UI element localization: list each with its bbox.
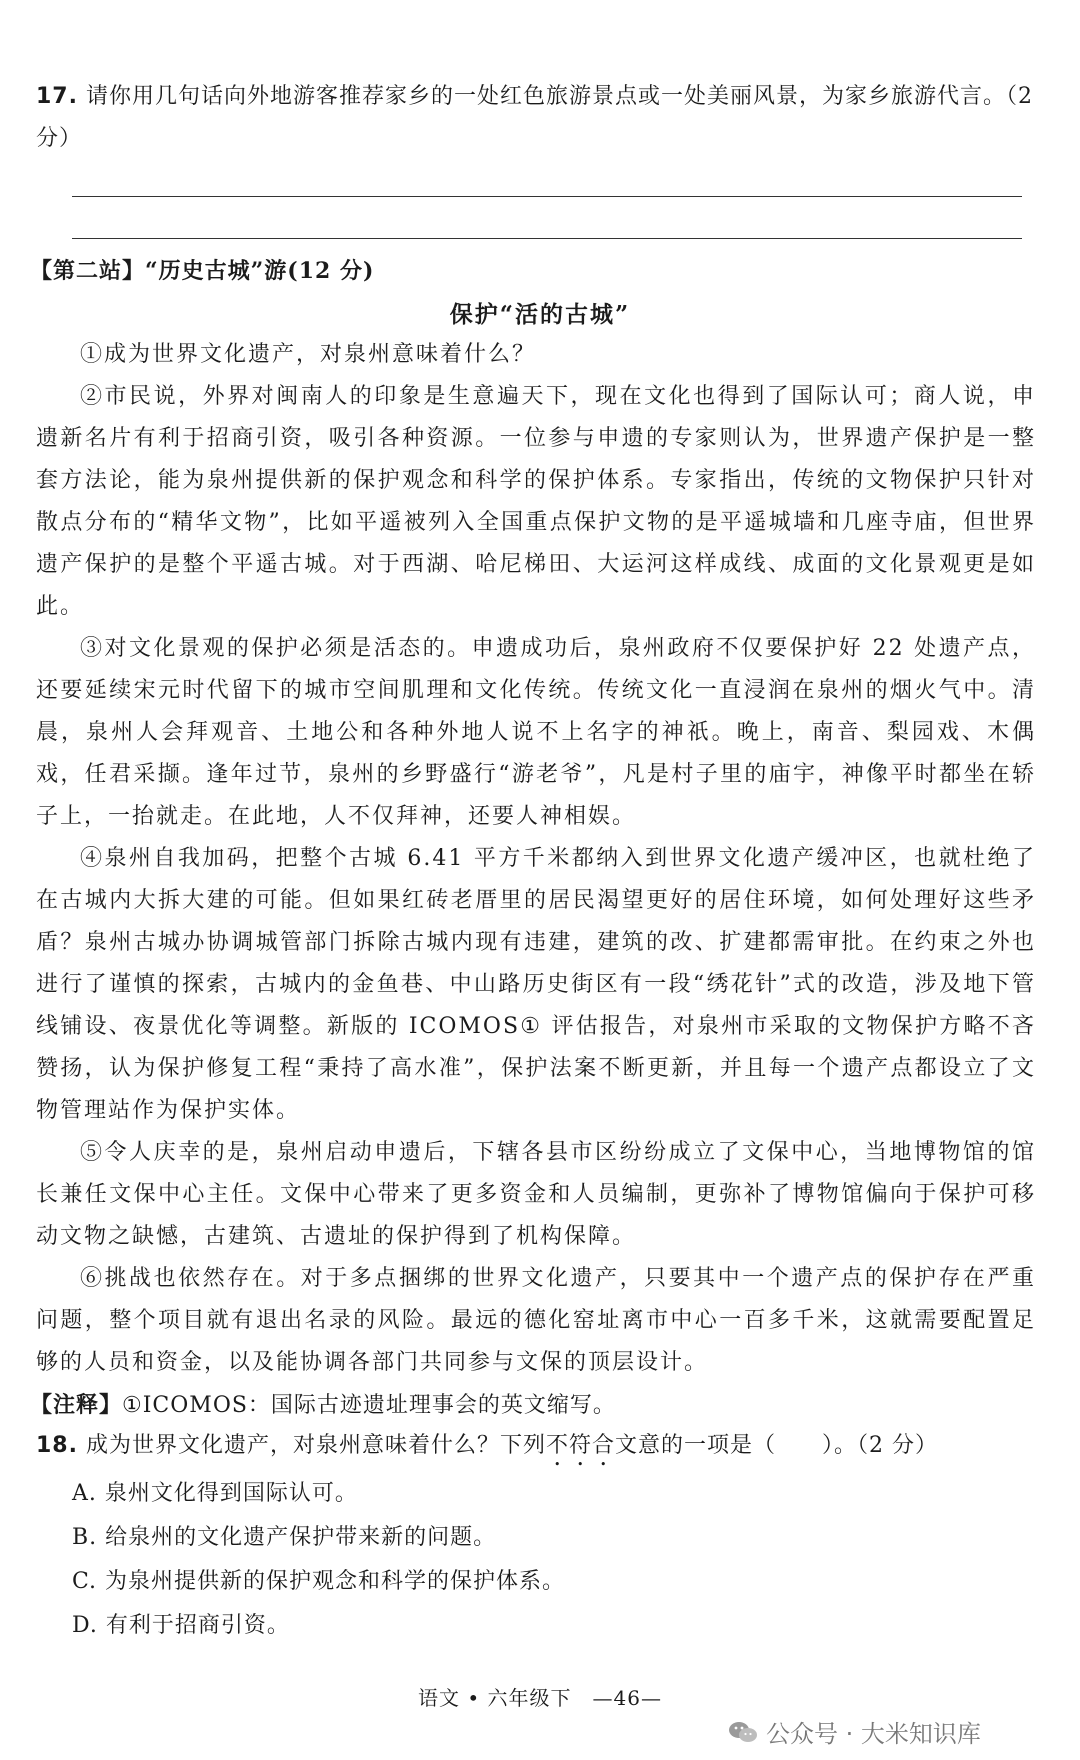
question-18-stem-before: 成为世界文化遗产，对泉州意味着什么？下列 xyxy=(85,1433,546,1458)
page-footer: 语文 • 六年级下 —46— xyxy=(418,1686,662,1710)
option-a: A. 泉州文化得到国际认可。 xyxy=(72,1481,358,1506)
annotation-label: 【注释】 xyxy=(30,1392,123,1418)
question-18-stem-after: 文意的一项是（ ）。（2 分） xyxy=(615,1433,939,1458)
paragraph-4: ④泉州自我加码，把整个古城 6.41 平方千米都纳入到世界文化遗产缓冲区，也就杜绝了在古城内大拆大建的可能。但如果红砖老厝里的居民渴望更好的居住环境，如何处理好这些矛盾？泉州古城办协调城管部门拆除古城内现有违建，建筑的改、扩建都需审批。在约束之外也进行了谨慎的探索，古城内的金鱼巷、中山路历史街区有一段“绣花针”式的改造，涉及地下管线铺设、夜景优化等调整。新版的 ICOMOS① 评估报告，对泉州市采取的文物保护方略不吝赞扬，认为保护修复工程“秉持了高水准”，保护法案不断更新，并且每一个遗产点都设立了文物管理站作为保护实体。 xyxy=(36,846,1036,1123)
answer-line-1 xyxy=(72,196,1022,197)
question-17 xyxy=(36,76,1036,160)
annotation-text: ①ICOMOS：国际古迹遗址理事会的英文缩写。 xyxy=(122,1393,616,1418)
paragraph-5: ⑤令人庆幸的是，泉州启动申遗后，下辖各县市区纷纷成立了文保中心，当地博物馆的馆长兼任文保中心主任。文保中心带来了更多资金和人员编制，更弥补了博物馆偏向于保护可移动文物之缺憾，古建筑、古遗址的保护得到了机构保障。 xyxy=(36,1140,1036,1249)
option-c: C. 为泉州提供新的保护观念和科学的保护体系。 xyxy=(72,1569,566,1594)
paragraph-3: ③对文化景观的保护必须是活态的。申遗成功后，泉州政府不仅要保护好 22 处遗产点，还要延续宋元时代留下的城市空间肌理和文化传统。传统文化一直浸润在泉州的烟火气中。清晨，泉州人会拜观音、土地公和各种外地人说不上名字的神祇。晚上，南音、梨园戏、木偶戏，任君采撷。逢年过节，泉州的乡野盛行“游老爷”，凡是村子里的庙宇，神像平时都坐在轿子上，一抬就走。在此地，人不仅拜神，还要人神相娱。 xyxy=(36,636,1036,829)
answer-line-2 xyxy=(72,238,1022,239)
annotation xyxy=(30,1388,616,1419)
question-18 xyxy=(36,1428,938,1471)
paragraph-2: ②市民说，外界对闽南人的印象是生意遍天下，现在文化也得到了国际认可；商人说，申遗新名片有利于招商引资，吸引各种资源。一位参与申遗的专家则认为，世界遗产保护是一整套方法论，能为泉州提供新的保护观念和科学的保护体系。专家指出，传统的文物保护只针对散点分布的“精华文物”，比如平遥被列入全国重点保护文物的是平遥城墙和几座寺庙，但世界遗产保护的是整个平遥古城。对于西湖、哈尼梯田、大运河这样成线、成面的文化景观更是如此。 xyxy=(36,384,1036,619)
option-b: B. 给泉州的文化遗产保护带来新的问题。 xyxy=(72,1525,497,1550)
question-17-number: 17. xyxy=(36,84,78,109)
question-17-text: 请你用几句话向外地游客推荐家乡的一处红色旅游景点或一处美丽风景，为家乡旅游代言。（2 分） xyxy=(36,84,1033,151)
question-18-emphasis: 不符合 xyxy=(546,1433,616,1458)
section-heading: 【第二站】“历史古城”游(12 分) xyxy=(30,258,375,284)
passage-title: 保护“活的古城” xyxy=(449,301,631,328)
option-d: D. 有利于招商引资。 xyxy=(72,1613,290,1638)
watermark xyxy=(728,1714,981,1749)
watermark-text: 公众号 · 大米知识库 xyxy=(766,1720,981,1748)
paragraph-1: ①成为世界文化遗产，对泉州意味着什么？ xyxy=(80,342,537,367)
wechat-icon xyxy=(728,1720,758,1744)
question-18-number: 18. xyxy=(36,1433,78,1458)
paragraph-6: ⑥挑战也依然存在。对于多点捆绑的世界文化遗产，只要其中一个遗产点的保护存在严重问题，整个项目就有退出名录的风险。最远的德化窑址离市中心一百多千米，这就需要配置足够的人员和资金，以及能协调各部门共同参与文保的顶层设计。 xyxy=(36,1266,1036,1375)
